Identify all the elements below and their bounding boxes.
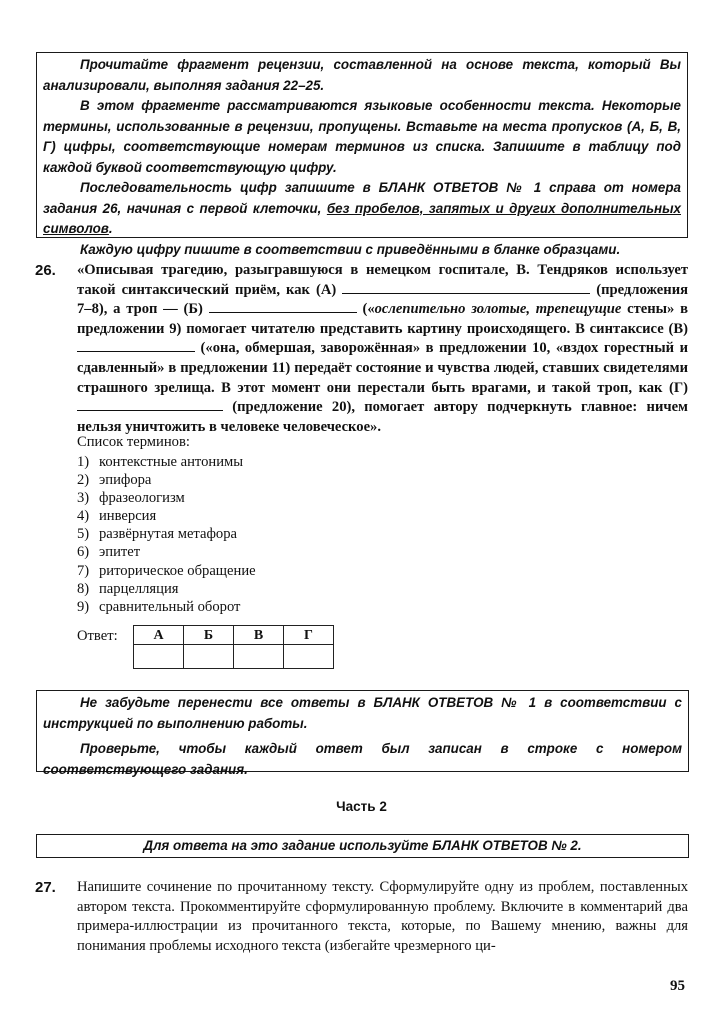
- blank-a: [342, 281, 590, 294]
- answer-column-g: Г: [284, 626, 334, 645]
- answer-table: [133, 625, 334, 669]
- term-number: 8): [77, 580, 90, 597]
- review-text: («: [356, 301, 375, 318]
- term-label: инверсия: [99, 508, 157, 525]
- task-number-26: 26.: [35, 262, 56, 279]
- italic-quote: ослепительно золотые, трепещущие: [374, 301, 622, 318]
- review-text: (предложения 7–8), а троп — (Б): [77, 281, 688, 318]
- instruction-box-task26: [36, 52, 688, 257]
- term-item: [77, 489, 256, 507]
- term-item: [77, 580, 256, 598]
- review-text: стены» в предложении 9) помогает читателю представить картину происходящего. В синтаксисе (В): [77, 301, 689, 337]
- term-item: [77, 453, 256, 471]
- terms-list-title: Список терминов:: [77, 434, 190, 450]
- underlined-emphasis: без пробелов, запятых и других дополнительных символов: [43, 200, 681, 236]
- term-label: эпитет: [99, 544, 141, 561]
- term-label: развёрнутая метафора: [99, 526, 237, 543]
- term-item: [77, 471, 256, 489]
- page-number: 95: [670, 978, 685, 994]
- instruction-box-transfer-answers: [36, 690, 689, 777]
- review-text: («она, обмершая, заворожённая» в предложении 10, «вздох горестный и сдавленный» в предложении 11) передаёт состояние и чувства людей, ставших свидетелями страшного зрелища. В этот момент они перестали быть врагами, и такой троп, как (Г): [77, 340, 688, 396]
- instruction-paragraph: Не забудьте перенести все ответы в БЛАНК ОТВЕТОВ № 1 в соответствии с инструкцией по выполнению работы.: [43, 695, 682, 731]
- blank-g: [77, 398, 223, 411]
- terms-list: [77, 453, 256, 616]
- term-label: сравнительный оборот: [99, 598, 241, 615]
- instruction-box-answer-sheet-2: Для ответа на это задание используйте БЛАНК ОТВЕТОВ № 2.: [36, 834, 689, 858]
- term-item: [77, 543, 256, 561]
- term-number: 5): [77, 526, 90, 543]
- instruction-paragraph: Прочитайте фрагмент рецензии, составленной на основе текста, который Вы анализировали, выполняя задания 22–25.: [43, 57, 681, 93]
- term-label: контекстные антонимы: [99, 454, 244, 470]
- term-label: фразеологизм: [99, 490, 185, 507]
- instruction-text: Последовательность цифр запишите в БЛАНК ОТВЕТОВ № 1 справа от номера задания 26, начиная с первой клеточки,: [43, 180, 681, 216]
- blank-v: [77, 339, 195, 352]
- instruction-paragraph: Проверьте, чтобы каждый ответ был записан в строке с номером соответствующего задания.: [43, 741, 682, 777]
- term-number: 3): [77, 490, 90, 507]
- task-27-text: Напишите сочинение по прочитанному тексту. Сформулируйте одну из проблем, поставленных автором текста. Прокомментируйте сформулированную проблему. Включите в комментарий два примера-иллюстрации из прочитанного текста, которые, по Вашему мнению, важны для понимания проблемы исходного текста (избегайте чрезмерного ци-: [77, 879, 688, 954]
- answer-column-b: Б: [184, 626, 234, 645]
- term-number: 6): [77, 544, 90, 561]
- term-item: [77, 598, 256, 616]
- answer-column-a: А: [134, 626, 184, 645]
- instruction-text: .: [108, 221, 113, 236]
- instruction-paragraph: Каждую цифру пишите в соответствии с приведёнными в бланке образцами.: [80, 241, 621, 257]
- blank-b: [209, 300, 357, 313]
- task-26-review-text: [77, 261, 688, 437]
- term-number: 4): [77, 508, 90, 525]
- term-number: 7): [77, 562, 90, 579]
- term-number: 1): [77, 454, 90, 470]
- term-item: [77, 525, 256, 543]
- instruction-paragraph: [43, 178, 681, 240]
- answer-cell-b[interactable]: [184, 645, 234, 669]
- term-label: парцелляция: [99, 580, 179, 597]
- instruction-paragraph: В этом фрагменте рассматриваются языковые особенности текста. Некоторые термины, использованные в рецензии, пропущены. Вставьте на места пропусков (А, Б, В, Г) цифры, соответствующие номерам терминов из списка. Запишите в таблицу под каждой буквой соответствующую цифру.: [43, 98, 681, 175]
- term-label: риторическое обращение: [99, 562, 256, 579]
- task-number-27: 27.: [35, 879, 56, 896]
- answer-cell-a[interactable]: [134, 645, 184, 669]
- review-text: «Описывая трагедию, разыгравшуюся в немецком госпитале, В. Тендряков использует такой синтаксический приём, как (А): [77, 262, 688, 298]
- term-number: 9): [77, 598, 90, 615]
- term-number: 2): [77, 472, 90, 489]
- answer-column-v: В: [234, 626, 284, 645]
- term-item: [77, 507, 256, 525]
- term-item: [77, 562, 256, 580]
- term-label: эпифора: [99, 472, 152, 489]
- review-text: (предложение 20), помогает автору подчеркнуть главное: ничем нельзя уничтожить в человеке человеческое».: [77, 399, 688, 435]
- answer-label: Ответ:: [77, 628, 118, 644]
- answer-cell-v[interactable]: [234, 645, 284, 669]
- answer-cell-g[interactable]: [284, 645, 334, 669]
- part-2-heading: Часть 2: [336, 799, 387, 814]
